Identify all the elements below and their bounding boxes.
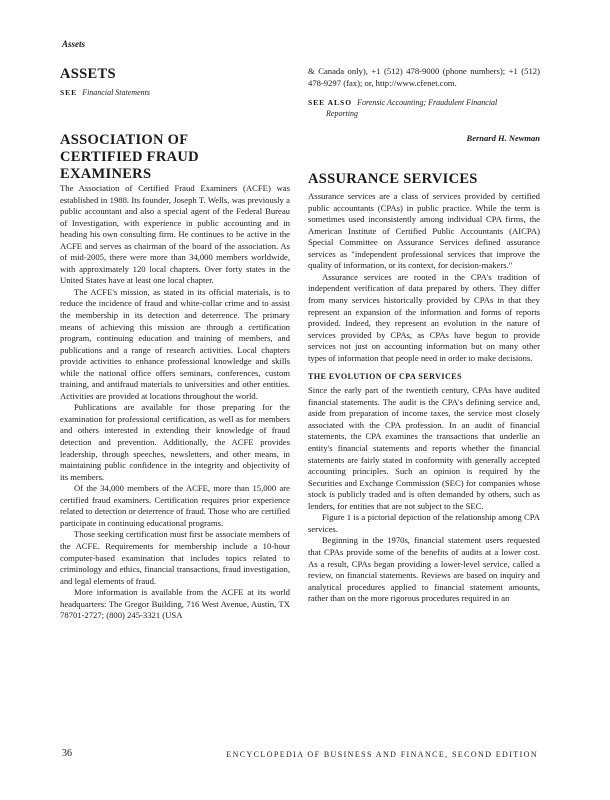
see-also-reference [308, 97, 540, 119]
see-keyword: SEE [60, 88, 78, 97]
left-column [60, 66, 290, 622]
acfe-paragraph-continued: & Canada only), +1 (512) 478-9000 (phone numbers); +1 (512) 478-9297 (fax); or, http://www.cfenet.com. [308, 66, 540, 88]
assurance-paragraph-4: Figure 1 is a pictorial depiction of the relationship among CPA services. [308, 512, 540, 534]
see-also-link-2[interactable]: Reporting [326, 109, 358, 119]
acfe-paragraph-2: The ACFE's mission, as stated in its official materials, is to reduce the incidence of fraud and white-collar crime and to assist the membership in its detection and deterrence. The primary means of achieving this mission are through a certification program, continuing education and training of members, and publications and a range of research activities. Local chapters provide activities to enhance professional knowledge and skills while the national office offers seminars, conferences, custom training, and antifraud materials to universities and other entities. Activities are provided at locations throughout the world. [60, 286, 290, 401]
page-number: 36 [62, 748, 72, 759]
acfe-paragraph-3: Publications are available for those preparing for the examination for professional certification, as well as for members and others interested in extending their knowledge of fraud detection and prevention. Additionally, the ACFE provides leadership, through speeches, newsletters, and other means, in maintaining public confidence in the integrity and objectivity of its members. [60, 402, 290, 482]
assurance-paragraph-3: Since the early part of the twentieth century, CPAs have audited financial statements. The audit is the CPA's defining service and, aside from preparation of income taxes, the service most closely associated with the CPA profession. In an audit of financial statements, the CPA examines the transactions that underlie an entity's financial statements and reports whether the financial statements are fairly stated in conformity with generally accepted accounting principles. Such an opinion is required by the Securities and Exchange Commission (SEC) for companies whose stock is publicly traded and is often demanded by others, such as lenders, for entities that are not subject to the SEC. [308, 385, 540, 511]
see-also-keyword: SEE ALSO [308, 98, 353, 108]
see-reference-link[interactable]: Financial Statements [82, 88, 150, 97]
assets-see-reference [60, 87, 290, 98]
acfe-paragraph-6: More information is available from the ACFE at its world headquarters: The Gregor Building, 716 West Avenue, Austin, TX 78701-2727; (800) 245-3321 (USA [60, 587, 290, 621]
acfe-title-line-3: EXAMINERS [60, 166, 152, 182]
acfe-title-line-1: ASSOCIATION OF [60, 132, 189, 148]
assurance-title: ASSURANCE SERVICES [308, 171, 478, 188]
author-byline: Bernard H. Newman [466, 133, 540, 144]
book-title: ENCYCLOPEDIA OF BUSINESS AND FINANCE, SECOND EDITION [226, 750, 538, 759]
running-head: Assets [62, 39, 86, 49]
right-column [308, 66, 540, 605]
section-subheading: THE EVOLUTION OF CPA SERVICES [308, 372, 463, 382]
acfe-paragraph-4: Of the 34,000 members of the ACFE, more than 15,000 are certified fraud examiners. Certification requires prior experience related to detection or deterrence of fraud. Those who are certified participate in continuing educational programs. [60, 483, 290, 528]
assurance-paragraph-5: Beginning in the 1970s, financial statement users requested that CPAs provide some of the benefits of audits at a lower cost. As a result, CPAs began providing a lower-level service, called a review, on financial statements. Reviews are based on inquiry and analytical procedures applied to financial statement amounts, rather than on the more rigorous procedures required in an [308, 535, 540, 604]
assets-title: ASSETS [60, 66, 116, 82]
assurance-paragraph-2: Assurance services are rooted in the CPA's tradition of independent verification of data prepared by others. They differ from many services historically provided by CPAs in that they represent an expansion of the information and forms of reports provided. Indeed, they represent an evolution in the nature of services provided by CPAs, as CPAs have begun to provide services not just on accounting information but on many other types of information that people need in order to make decisions. [308, 271, 540, 363]
assurance-paragraph-1: Assurance services are a class of services provided by certified public accountants (CPAs) in public practice. While the term is sometimes used inconsistently among individual CPA firms, the American Institute of Certified Public Accountants (AICPA) Special Committee on Assurance Services defined assurance services as "independent professional services that improve the quality of information, or its context, for decision-makers." [308, 191, 540, 271]
acfe-paragraph-5: Those seeking certification must first be associate members of the ACFE. Requirements for membership include a 10-hour computer-based examination that includes topics related to criminology and ethics, financial transactions, fraud investigation, and legal elements of fraud. [60, 529, 290, 586]
see-also-link-1[interactable]: Forensic Accounting; Fraudulent Financial [357, 98, 498, 108]
acfe-paragraph-1: The Association of Certified Fraud Examiners (ACFE) was established in 1988. Its founder, Joseph T. Wells, was previously a public accountant and also a special agent of the Federal Bureau of Investigation, with experience in public accounting and in heading his own consulting firm. He continues to be active in the ACFE and serves as chairman of the board of the association. As of mid-2005, there were more than 34,000 members worldwide, with approximately 120 local chapters. Over forty states in the United States have at least one local chapter. [60, 183, 290, 286]
acfe-title-line-2: CERTIFIED FRAUD [60, 149, 199, 165]
